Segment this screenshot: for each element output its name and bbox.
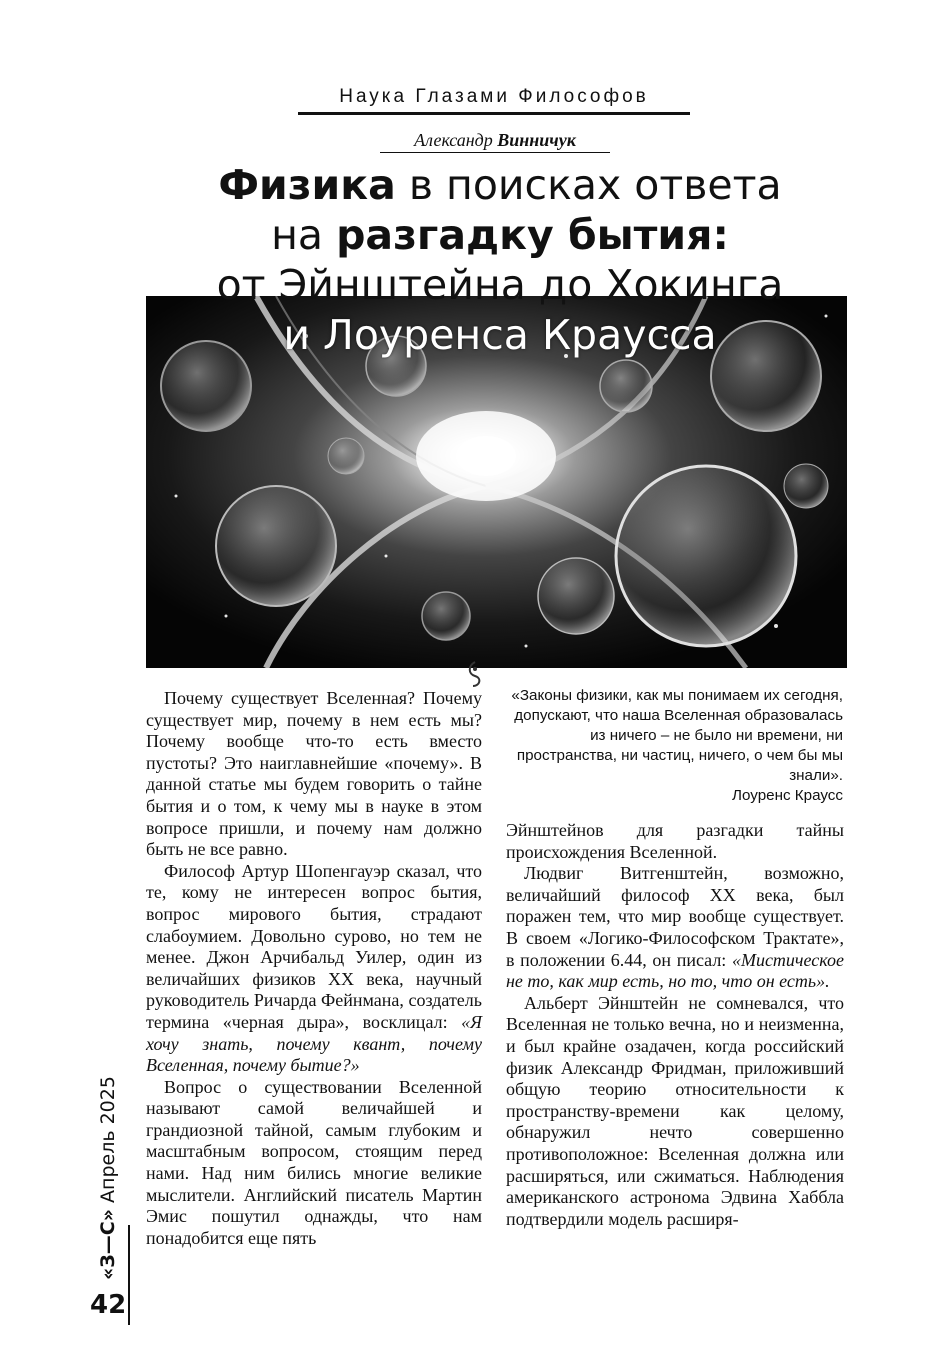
page-number: 42 bbox=[90, 1290, 127, 1320]
paragraph: Вопрос о существовании Вселенной называют самой величайшей и грандиозной тайной, самым глубоким и масштабным вопросом, стоящим перед нами. Над ним бились многие великие мыслители. Английский писатель Мартин Эмис пошутил однажды, что нам понадобится еще пять bbox=[146, 1076, 482, 1248]
right-column bbox=[506, 820, 844, 1230]
paragraph: Альберт Эйнштейн не сомневался, что Вселенная не только вечна, но и неизменна, и был крайне озадачен, когда российский физик Александр Фридман, приложивший общую теорию относительности к пространству-времени как целому, обнаружил нечто совершенно противоположное: Вселенная должна или расширяться, или сжиматься. Наблюдения американского астронома Эдвина Хаббла подтвердили модель расширя- bbox=[506, 992, 844, 1229]
author-last-name: Винничук bbox=[497, 130, 576, 150]
paragraph: Почему существует Вселенная? Почему существует мир, почему в нем есть мы? Почему вообще что-то есть вместо пустоты? Это наиглавнейшие «почему». В данной статье мы будем говорить о тайне бытия и о том, к чему мы в науке в этом вопросе пришли, и почему нам должно быть не все равно. bbox=[146, 688, 482, 860]
title-line-1-rest: в поисках ответа bbox=[395, 161, 782, 209]
epigraph-quote bbox=[508, 686, 843, 806]
section-rubric: Наука Глазами Философов bbox=[298, 82, 690, 115]
magazine-sidebar bbox=[88, 1070, 128, 1280]
epigraph-attribution: Лоуренс Краусс bbox=[732, 787, 843, 804]
paragraph bbox=[506, 863, 844, 993]
paragraph: Эйнштейнов для разгадки тайны происхождения Вселенной. bbox=[506, 820, 844, 862]
title-line-4: и Лоуренса Краусса bbox=[283, 311, 717, 359]
left-column bbox=[146, 688, 482, 1249]
issue-label bbox=[88, 1070, 128, 1280]
title-line-2 bbox=[150, 210, 850, 260]
sidebar-rule bbox=[128, 1225, 130, 1325]
magazine-name: «З—С» bbox=[97, 1209, 119, 1280]
wheeler-quote: «Я хочу знать, почему квант, почему Вселенная, почему бытие?» bbox=[146, 1011, 482, 1076]
issue-date: Апрель 2025 bbox=[97, 1076, 119, 1209]
title-line-2-pre: на bbox=[271, 211, 337, 259]
ornament-icon bbox=[464, 660, 486, 688]
title-line-2-bold: разгадку бытия: bbox=[336, 211, 729, 259]
title-physics-word: Физика bbox=[218, 161, 396, 209]
wittgenstein-quote: «Мистическое не то, как мир есть, но то, что он есть». bbox=[506, 949, 844, 992]
title-line-3: от Эйнштейна до Хокинга bbox=[216, 261, 784, 309]
paragraph-text: Людвиг Витгенштейн, возможно, величайший философ XX века, был поражен тем, что мир вообще существует. В своем «Логико-Философском Трактате», в положении 6.44, он писал: bbox=[506, 863, 844, 970]
epigraph-text: «Законы физики, как мы понимаем их сегодня, допускают, что наша Вселенная образовалась из ничего – не было ни времени, ни пространства, ни частиц, ничего, о чем бы мы знали». bbox=[511, 687, 843, 784]
article-title bbox=[150, 160, 850, 360]
paragraph-text: Философ Артур Шопенгауэр сказал, что те, кому не интересен вопрос бытия, вопрос мирового бытия, страдают слабоумием. Довольно сурово, но тем не менее. Джон Арчибальд Уилер, один из величайших физиков XX века, научный руководитель Ричарда Фейнмана, создатель термина «черная дыра», восклицал: bbox=[146, 860, 482, 1032]
author-first-name: Александр bbox=[414, 130, 498, 150]
author-byline bbox=[380, 128, 610, 153]
title-line-1 bbox=[150, 160, 850, 210]
paragraph bbox=[146, 861, 482, 1077]
